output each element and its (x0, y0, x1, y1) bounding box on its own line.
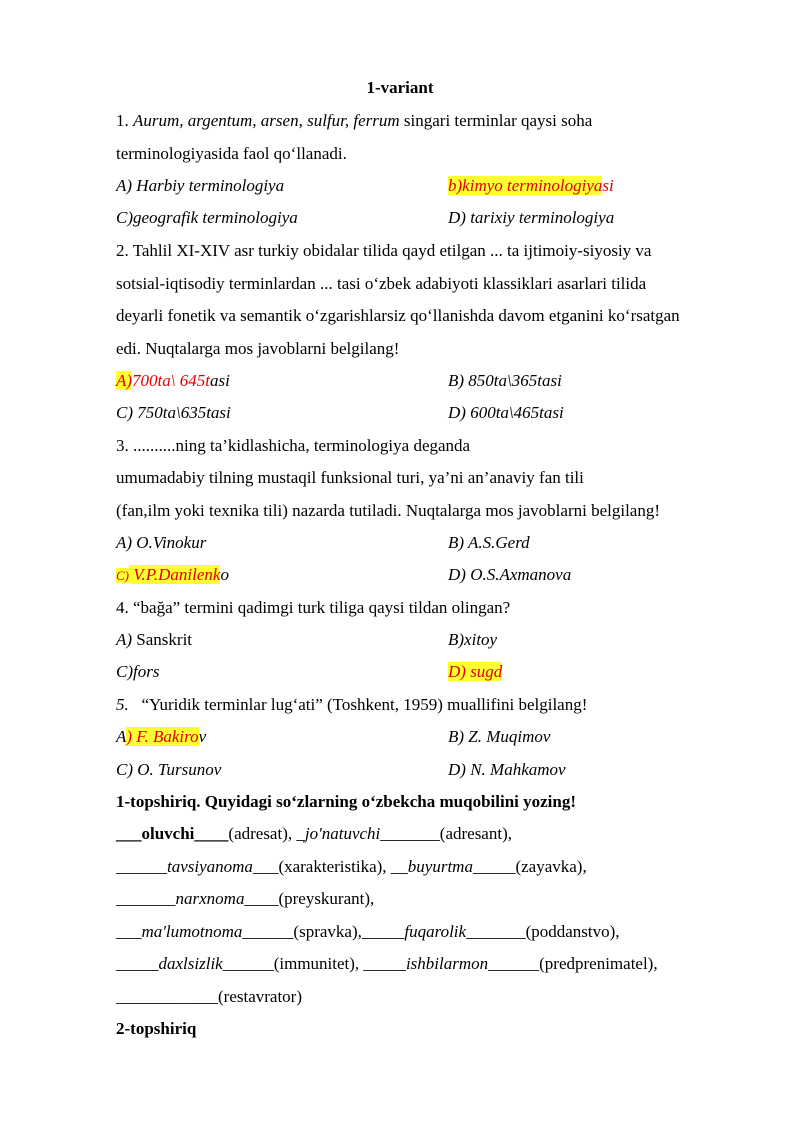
task1-heading: 1-topshiriq. Quyidagi so‘zlarning o‘zbekcha muqobilini yozing! (116, 792, 577, 811)
q4-a-text: Sanskrit (132, 630, 193, 649)
q3-option-c-correct (116, 563, 229, 588)
answer-fuqarolik: fuqarolik (404, 922, 467, 941)
q3-c-letter: C) (116, 568, 129, 583)
q1-number: 1. (116, 111, 129, 130)
q2-line1: 2. Tahlil XI-XIV asr turkiy obidalar tilida qayd etilgan ... ta ijtimoiy-siyosiy va (116, 241, 652, 260)
q2-option-d: D) 600ta\465tasi (448, 403, 564, 422)
q5-line1 (116, 693, 750, 717)
task1-r3-a: _______ (116, 889, 176, 908)
answer-tavsiyanoma: tavsiyanoma (167, 857, 253, 876)
q1-b-letter: b) (448, 176, 463, 195)
answer-ishbilarmon: ishbilarmon (405, 954, 489, 973)
task1-r5-a: _____ (116, 954, 159, 973)
q5-option-b: B) Z. Muqimov (448, 727, 551, 746)
task1-r2-e: _____(zayavka), (472, 857, 587, 876)
q5-a-letter: A (116, 727, 127, 746)
q3-line1: 3. ..........ning ta’kidlashicha, terminologiya deganda (116, 436, 471, 455)
q2-line2: sotsial-iqtisodiy terminlardan ... tasi o‘zbek adabiyoti klassiklari asarlari tilida (116, 274, 647, 293)
q5-a-suffix: v (198, 727, 207, 746)
answer-oluvchi: ___oluvchi____ (116, 824, 229, 843)
task1-row5 (116, 952, 750, 976)
task1-row4 (116, 920, 750, 944)
q4-option-c: C)fors (116, 662, 160, 681)
task1-r2-a: ______ (116, 857, 167, 876)
q3-line3: (fan,ilm yoki texnika tili) nazarda tutiladi. Nuqtalarga mos javoblarni belgilang! (116, 501, 660, 520)
answer-malumotnoma: ma'lumotnoma (141, 922, 243, 941)
q5-option-c: C) O. Tursunov (116, 760, 222, 779)
q3-line2: umumadabiy tilning mustaqil funksional turi, ya’ni an’anaviy fan tili (116, 468, 584, 487)
q3-option-b: B) A.S.Gerd (448, 533, 530, 552)
task1-row2 (116, 855, 750, 879)
task1-r2-c: ___(xarakteristika), __ (252, 857, 408, 876)
q1-line1 (116, 109, 750, 133)
q1-b-suffix: si (602, 176, 614, 195)
task1-r4-f: _______(poddanstvo), (466, 922, 620, 941)
q1-line2: terminologiyasida faol qo‘llanadi. (116, 144, 347, 163)
q1-terms: Aurum, argentum, arsen, sulfur, ferrum (133, 111, 400, 130)
q5-option-a-correct (116, 725, 206, 749)
task1-r1-d: _______(adresant), (380, 824, 512, 843)
task1-r3-c: ____(preyskurant), (244, 889, 375, 908)
q1-option-c: C)geografik terminologiya (116, 208, 298, 227)
q1-option-a: A) Harbiy terminologiya (116, 176, 285, 195)
q3-option-a: A) O.Vinokur (116, 533, 207, 552)
q4-a-letter: A) (116, 630, 133, 649)
task1-r4-c: ______(spravka (242, 922, 352, 941)
q5-number: 5. (116, 695, 129, 714)
task1-row1 (116, 822, 750, 846)
task1-row6: ____________(restavrator) (116, 987, 303, 1006)
task1-r4-a: ___ (116, 922, 142, 941)
task1-row3 (116, 887, 750, 911)
q1-b-text: kimyo terminologiya (462, 176, 603, 195)
q2-line4: edi. Nuqtalarga mos javoblarni belgilang! (116, 339, 400, 358)
q2-a-letter: A) (116, 371, 133, 390)
task1-r4-d: ),_____ (351, 922, 405, 941)
task1-r5-e: ______(predprenimatel), (488, 954, 658, 973)
q4-option-b: B)xitoy (448, 630, 498, 649)
q4-option-d-correct (448, 660, 502, 684)
answer-narxnoma: narxnoma (175, 889, 245, 908)
q3-option-d: D) O.S.Axmanova (448, 565, 572, 584)
task2-heading: 2-topshiriq (116, 1019, 197, 1038)
q1-rest: singari terminlar qaysi soha (399, 111, 593, 130)
answer-jonatuvchi: jo'natuvchi (304, 824, 381, 843)
q2-a-suffix: asi (209, 371, 230, 390)
task1-r1-b: (adresat), _ (228, 824, 305, 843)
q4-line1: 4. “bağa” termini qadimgi turk tiliga qaysi tildan olingan? (116, 598, 511, 617)
q5-option-d: D) N. Mahkamov (448, 760, 566, 779)
page-title: 1-variant (366, 78, 434, 97)
task1-r5-c: ______(immunitet), _____ (222, 954, 406, 973)
q1-option-d: D) tarixiy terminologiya (448, 208, 615, 227)
q2-option-a-correct (116, 369, 230, 393)
q2-option-c: C) 750ta\635tasi (116, 403, 231, 422)
q3-c-suffix: o (220, 565, 229, 584)
q3-c-text: V.P.Danilenk (129, 565, 221, 584)
q2-a-text: 700ta\ 645t (132, 371, 210, 390)
q2-option-b: B) 850ta\365tasi (448, 371, 562, 390)
q4-d-text: D) sugd (448, 662, 503, 681)
answer-buyurtma: buyurtma (407, 857, 473, 876)
q1-option-b-correct (448, 174, 614, 198)
q4-option-a (116, 628, 192, 652)
answer-daxlsizlik: daxlsizlik (158, 954, 223, 973)
q5-text: “Yuridik terminlar lug‘ati” (Toshkent, 1959) muallifini belgilang! (128, 695, 588, 714)
q2-line3: deyarli fonetik va semantik o‘zgarishlarsiz qo‘llanishda davom etganini ko‘rsatgan (116, 306, 680, 325)
q5-a-text: ) F. Bakiro (126, 727, 199, 746)
